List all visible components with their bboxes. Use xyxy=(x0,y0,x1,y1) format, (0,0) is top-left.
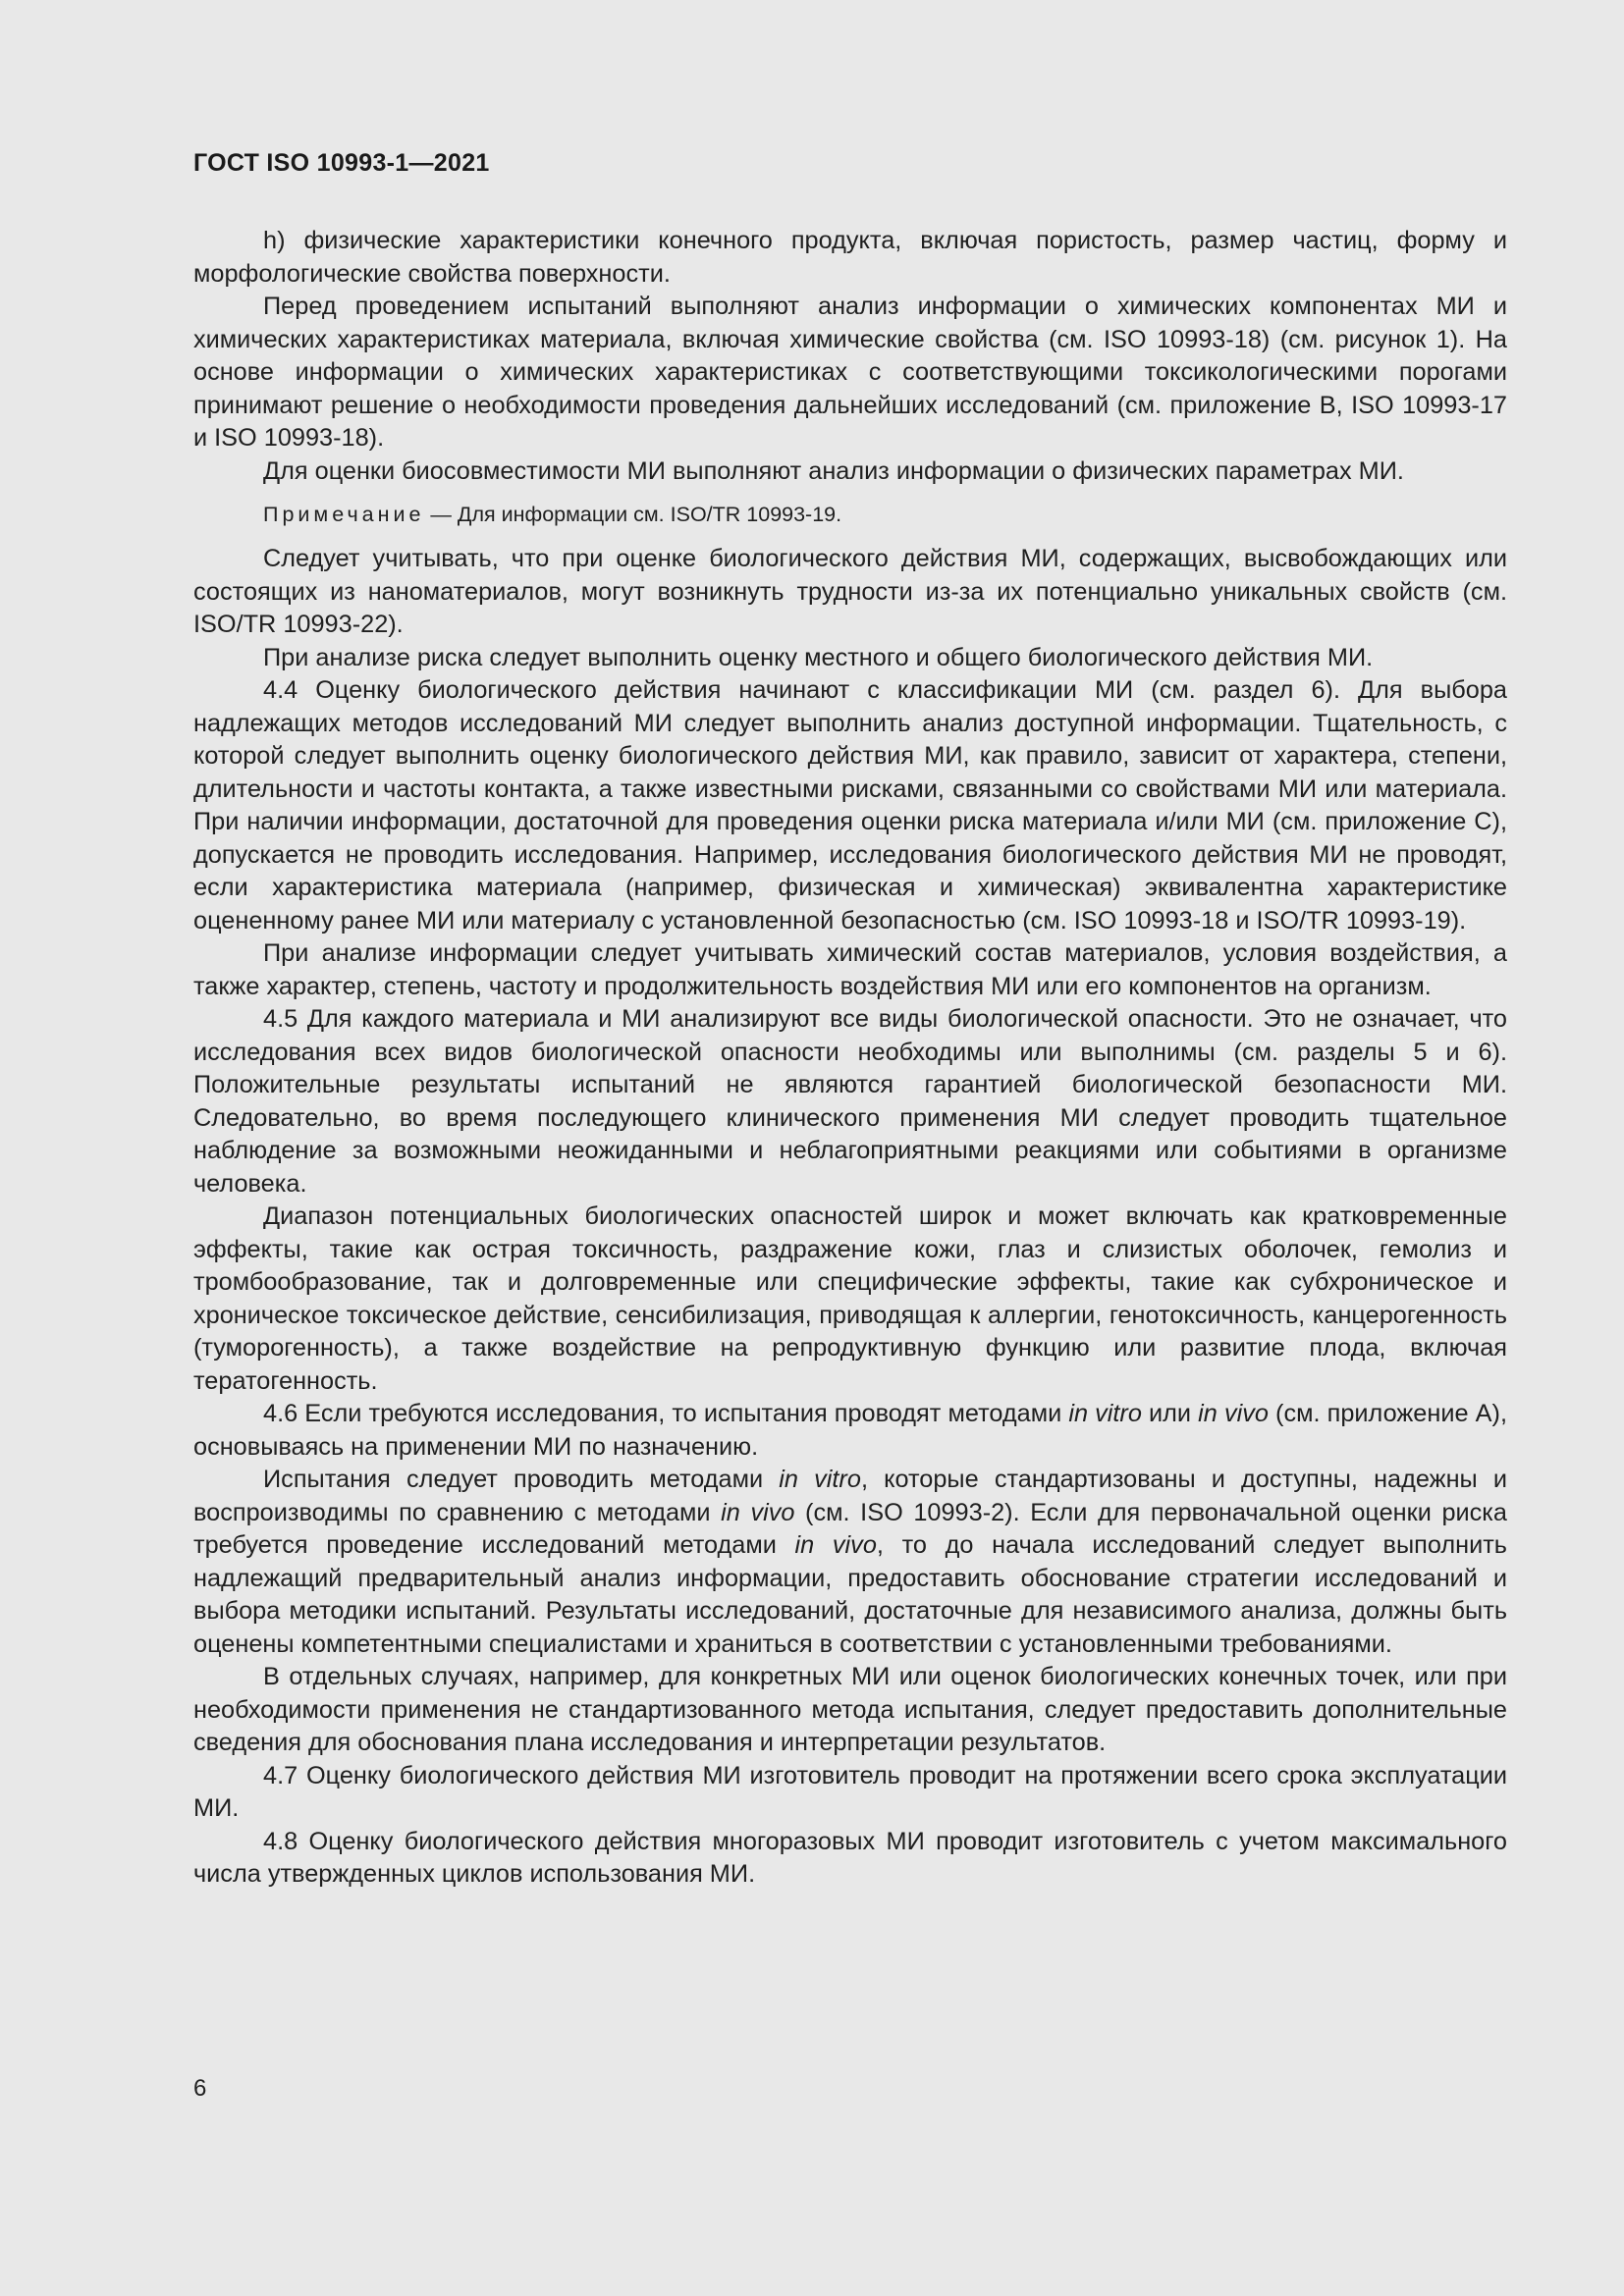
document-body xyxy=(193,225,1507,1892)
paragraph-section-4-4: 4.4 Оценку биологического действия начинают с классификации МИ (см. раздел 6). Для выбора надлежащих методов исследований МИ следует выполнить анализ доступной информации. Тщательность, с которой следует выполнить оценку биологического действия МИ, как правило, зависит от характера, степени, длительности и частоты контакта, а также известными рисками, связанными со свойствами МИ или материала. При наличии информации, достаточной для проведения оценки риска материала и/или МИ (см. приложение С), допускается не проводить исследования. Например, исследования биологического действия МИ не проводят, если характеристика материала (например, физическая и химическая) эквивалентна характеристике оцененному ранее МИ или материалу с установленной безопасностью (см. ISO 10993-18 и ISO/TR 10993-19). xyxy=(193,676,1507,934)
italic-term: in vitro xyxy=(1068,1400,1142,1427)
italic-term: in vivo xyxy=(794,1531,877,1559)
text-span: (см. ISO 10993-2). Если для первоначальной оценки риска требуется проведение исследований методами xyxy=(193,1498,1507,1559)
paragraph-biocompatibility: Для оценки биосовместимости МИ выполняют анализ информации о физических параметрах МИ. xyxy=(263,456,1404,485)
paragraph-special-cases: В отдельных случаях, например, для конкретных МИ или оценок биологических конечных точек, или при необходимости применения не стандартизованного метода испытания, следует предоставить дополнительные сведения для обоснования плана исследования и интерпретации результатов. xyxy=(193,1663,1507,1756)
paragraph-hazard-range: Диапазон потенциальных биологических опасностей широк и может включать как кратковременные эффекты, такие как острая токсичность, раздражение кожи, глаз и слизистых оболочек, гемолиз и тромбообразование, так и долговременные или специфические эффекты, такие как субхроническое и хроническое токсическое действие, сенсибилизация, приводящая к аллергии, генотоксичность, канцерогенность (туморогенность), а также воздействие на репродуктивную функцию или развитие плода, включая тератогенность. xyxy=(193,1202,1507,1395)
paragraph-chemical-composition: При анализе информации следует учитывать химический состав материалов, условия воздействия, а также характер, степень, частоту и продолжительность воздействия МИ или его компонентов на организм. xyxy=(193,939,1507,1000)
italic-term: in vivo xyxy=(1198,1400,1269,1427)
page-number: 6 xyxy=(193,2075,207,2102)
paragraph-section-4-8: 4.8 Оценку биологического действия многоразовых МИ проводит изготовитель с учетом максимального числа утвержденных циклов использования МИ. xyxy=(193,1827,1507,1888)
text-span: 4.6 Если требуются исследования, то испытания проводят методами xyxy=(263,1400,1069,1427)
paragraph-nanomaterials: Следует учитывать, что при оценке биологического действия МИ, содержащих, высвобождающих или состоящих из наноматериалов, могут возникнуть трудности из-за их потенциально уникальных свойств (см. ISO/TR 10993-22). xyxy=(193,545,1507,638)
note-text: — Для информации см. ISO/TR 10993-19. xyxy=(424,503,842,526)
paragraph-chemical-analysis: Перед проведением испытаний выполняют анализ информации о химических компонентах МИ и химических характеристиках материала, включая химические свойства (см. ISO 10993-18) (см. рисунок 1). На основе информации о химических характеристиках с соответствующими токсикологическими порогами принимают решение о необходимости проведения дальнейших исследований (см. приложение B, ISO 10993-17 и ISO 10993-18). xyxy=(193,293,1507,452)
text-span: Испытания следует проводить методами xyxy=(263,1466,780,1493)
note-label: Примечание xyxy=(263,503,425,526)
italic-term: in vivo xyxy=(721,1498,795,1526)
text-span: (см. приложение А), основываясь на применении МИ по назначению. xyxy=(193,1400,1507,1461)
paragraph-section-4-5: 4.5 Для каждого материала и МИ анализируют все виды биологической опасности. Это не означает, что исследования всех видов биологической опасности необходимы или выполнимы (см. разделы 5 и 6). Положительные результаты испытаний не являются гарантией биологической безопасности МИ. Следовательно, во время последующего клинического применения МИ следует проводить тщательное наблюдение за возможными неожиданными и неблагоприятными реакциями или событиями в организме человека. xyxy=(193,1005,1507,1198)
paragraph-section-4-6 xyxy=(193,1398,1507,1464)
paragraph-section-4-7: 4.7 Оценку биологического действия МИ изготовитель проводит на протяжении всего срока эксплуатации МИ. xyxy=(193,1761,1507,1822)
text-span: или xyxy=(1141,1400,1199,1427)
text-span: , которые стандартизованы и доступны, надежны и воспроизводимы по сравнению с методами xyxy=(193,1466,1508,1526)
paragraph-in-vitro-methods xyxy=(193,1464,1507,1661)
document-header-title: ГОСТ ISO 10993-1—2021 xyxy=(193,149,490,177)
italic-term: in vitro xyxy=(779,1466,861,1493)
paragraph-physical-characteristics: h) физические характеристики конечного продукта, включая пористость, размер частиц, форму и морфологические свойства поверхности. xyxy=(193,227,1507,288)
paragraph-risk-analysis: При анализе риска следует выполнить оценку местного и общего биологического действия МИ. xyxy=(263,643,1374,671)
note xyxy=(193,500,1507,529)
text-span: , то до начала исследований следует выполнить надлежащий предварительный анализ информации, предоставить обоснование стратегии исследований и выбора методики испытаний. Результаты исследований, достаточные для независимого анализа, должны быть оценены компетентными специалистами и храниться в соответствии с установленными требованиями. xyxy=(193,1531,1507,1658)
